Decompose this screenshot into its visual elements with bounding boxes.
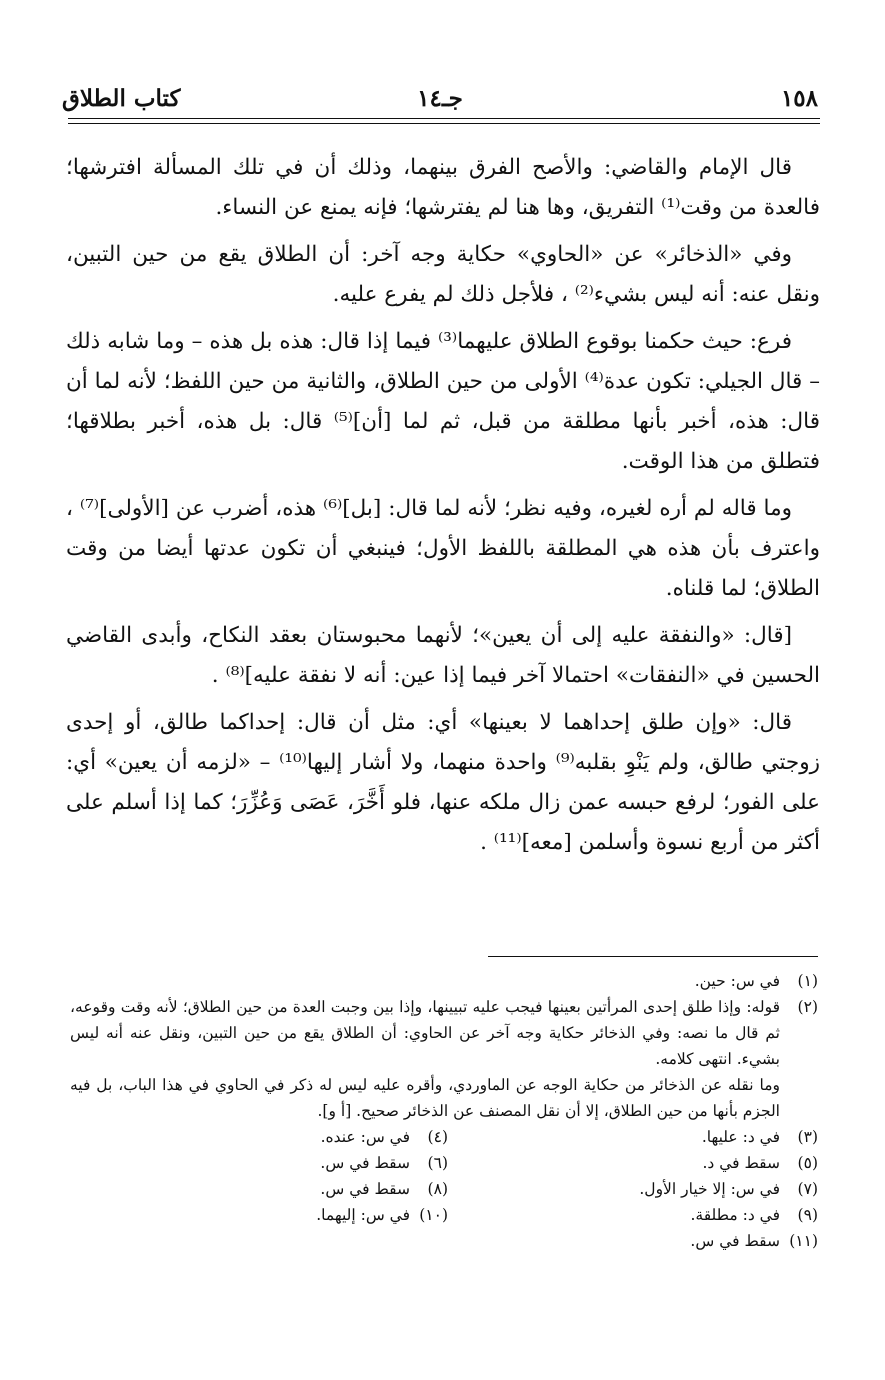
paragraph: وما قاله لم أره لغيره، وفيه نظر؛ لأنه لما قال: [بل]⁽⁶⁾ هذه، أضرب عن [الأولى]⁽⁷⁾ ، واعترف بأن هذه هي المطلقة باللفظ الأول؛ فينبغي أن تكون عدتها أيضا من وقت الطلاق؛ لما قلناه. [66, 496, 820, 601]
footnote-continuation [70, 1072, 818, 1124]
footnote-number: (٩) [797, 1206, 818, 1224]
footnote-text: في س: عنده. [320, 1128, 410, 1146]
footnote-number: (١١) [789, 1232, 818, 1250]
footnote-pair [70, 1202, 818, 1228]
footnote-text: سقط في س. [320, 1180, 410, 1198]
footnote-number: (٧) [797, 1180, 818, 1198]
footnote-text: وما نقله عن الذخائر من حكاية الوجه عن الماوردي، وأقره عليه ليس له ذكر في الحاوي في هذا الباب، بل فيه الجزم بأنها من حين الطلاق، إلا أن نقل المصنف عن الذخائر صحيح. [أ و]. [70, 1076, 780, 1120]
footnote-text: في س: حين. [694, 972, 780, 990]
running-header [62, 82, 818, 112]
footnote-text: سقط في س. [320, 1154, 410, 1172]
footnote-text: سقط في د. [702, 1154, 780, 1172]
footnote-text: في س: إلا خيار الأول. [639, 1180, 780, 1198]
paragraph: قال الإمام والقاضي: والأصح الفرق بينهما، وذلك أن في تلك المسألة افترشها؛ فالعدة من وقت⁽¹⁾ التفريق، وها هنا لم يفترشها؛ فإنه يمنع عن النساء. [66, 155, 820, 220]
footnote-number: (٥) [797, 1154, 818, 1172]
footnote-text: في د: عليها. [701, 1128, 780, 1146]
footnote-number: (١) [797, 972, 818, 990]
footnote-text: في د: مطلقة. [690, 1206, 780, 1224]
header-rule-top [68, 118, 820, 119]
footnote-number: (٦) [427, 1154, 448, 1172]
paragraph: قال: «وإن طلق إحداهما لا بعينها» أي: مثل أن قال: إحداكما طالق، أو إحدى زوجتي طالق، ولم يَنْوِ بقلبه⁽⁹⁾ واحدة منهما، ولا أشار إليها⁽¹⁰⁾ – «لزمه أن يعين» أي: على الفور؛ لرفع حبسه عمن زال ملكه عنها، فلو أَخَّرَ، عَصَى وَعُزِّرَ؛ كما إذا أسلم على أكثر من أربع نسوة وأسلمن [معه]⁽¹¹⁾ . [66, 710, 820, 855]
header-rule-bottom [68, 123, 820, 124]
footnote-number: (٢) [797, 998, 818, 1016]
volume-label: جـ١٤ [417, 85, 463, 112]
footnote-text: في س: إليهما. [316, 1206, 410, 1224]
footnote-separator [488, 956, 818, 957]
footnotes [70, 968, 818, 1254]
paragraph: فرع: حيث حكمنا بوقوع الطلاق عليهما⁽³⁾ فيما إذا قال: هذه بل هذه – وما شابه ذلك – قال الجيلي: تكون عدة⁽⁴⁾ الأولى من حين الطلاق، والثانية من حين اللفظ؛ لأنه لما أن قال: هذه، أخبر بأنها مطلقة من قبل، ثم لما [أن]⁽⁵⁾ قال: بل هذه، أخبر بطلاقها؛ فتطلق من هذا الوقت. [66, 329, 821, 474]
book-title: كتاب الطلاق [62, 85, 181, 112]
page-number: ١٥٨ [780, 85, 818, 112]
footnote-number: (٣) [797, 1128, 818, 1146]
paragraph: [قال: «والنفقة عليه إلى أن يعين»؛ لأنهما محبوستان بعقد النكاح، وأبدى القاضي الحسين في «النفقات» احتمالا آخر فيما إذا عين: أنه لا نفقة عليه]⁽⁸⁾ . [66, 623, 820, 688]
footnote-number: (١٠) [419, 1206, 448, 1224]
footnote-number: (٨) [427, 1180, 448, 1198]
footnote-pair [70, 1150, 818, 1176]
footnote-text: قوله: وإذا طلق إحدى المرأتين بعينها فيجب عليه تبيينها، وإذا بين وجبت العدة من حين الطلاق؛ لأنه وقت وقوعه، ثم قال ما نصه: وفي الذخائر حكاية وجه آخر عن الحاوي: أن الطلاق يقع من حين التبين، ونقل عنه أنه ليس بشيء. انتهى كلامه. [70, 998, 780, 1068]
footnote-pair [70, 1124, 818, 1150]
footnote [70, 968, 818, 994]
footnote [70, 994, 818, 1072]
footnote-pair [70, 1176, 818, 1202]
footnote-number: (٤) [427, 1128, 448, 1146]
footnote [70, 1228, 818, 1254]
main-text [66, 148, 820, 870]
footnote-text: سقط في س. [690, 1232, 780, 1250]
paragraph: وفي «الذخائر» عن «الحاوي» حكاية وجه آخر: أن الطلاق يقع من حين التبين، ونقل عنه: أنه ليس بشيء⁽²⁾ ، فلأجل ذلك لم يفرع عليه. [66, 242, 820, 307]
